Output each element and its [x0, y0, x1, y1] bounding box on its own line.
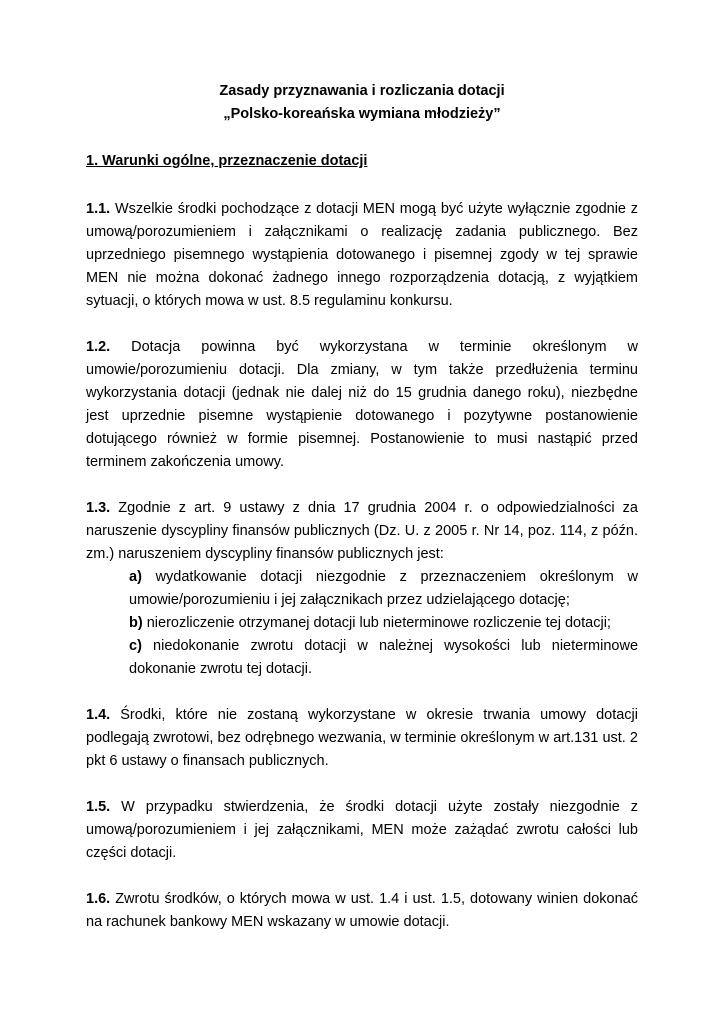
- list-item: [129, 635, 638, 681]
- paragraph-number: 1.1.: [86, 201, 111, 217]
- section-heading: 1. Warunki ogólne, przeznaczenie dotacji: [86, 153, 368, 169]
- list-text: niedokonanie zwrotu dotacji w należnej wysokości lub nieterminowe dokonanie zwrotu tej dotacji.: [129, 638, 639, 677]
- list-text: wydatkowanie dotacji niezgodnie z przeznaczeniem określonym w umowie/porozumieniu i jej załącznikach przez udzielającego dotację;: [129, 569, 638, 608]
- paragraph-text: Zgodnie z art. 9 ustawy z dnia 17 grudnia 2004 r. o odpowiedzialności za naruszenie dyscypliny finansów publicznych (Dz. U. z 2005 r. Nr 14, poz. 114, z późn. zm.) naruszeniem dyscypliny finansów publicznych jest:: [86, 500, 638, 562]
- list-letter: c): [129, 638, 142, 654]
- list-item: [129, 566, 638, 612]
- paragraph-1-5: [86, 796, 638, 865]
- paragraph-text: Wszelkie środki pochodzące z dotacji MEN mogą być użyte wyłącznie zgodnie z umową/porozumieniem i załącznikami o realizację zadania publicznego. Bez uprzedniego pisemnego wystąpienia dotowanego i pisemnej zgody w tej sprawie MEN nie można dokonać żadnego innego rozporządzenia dotacją, z wyjątkiem sytuacji, o których mowa w ust. 8.5 regulaminu konkursu.: [86, 201, 638, 309]
- paragraph-1-2: [86, 336, 638, 474]
- paragraph-1-3: [86, 497, 638, 566]
- paragraph-1-1: [86, 198, 638, 313]
- document-title: Zasady przyznawania i rozliczania dotacji: [219, 83, 505, 99]
- paragraph-1-4: [86, 704, 638, 773]
- list-text: nierozliczenie otrzymanej dotacji lub nieterminowe rozliczenie tej dotacji;: [146, 615, 611, 631]
- list-item: [129, 612, 638, 635]
- paragraph-text: W przypadku stwierdzenia, że środki dotacji użyte zostały niezgodnie z umową/porozumieniem i jej załącznikami, MEN może zażądać zwrotu całości lub części dotacji.: [86, 799, 638, 861]
- paragraph-1-6: [86, 888, 638, 934]
- paragraph-number: 1.3.: [86, 500, 111, 516]
- list-letter: b): [129, 615, 143, 631]
- paragraph-number: 1.5.: [86, 799, 111, 815]
- paragraph-text: Środki, które nie zostaną wykorzystane w okresie trwania umowy dotacji podlegają zwrotowi, bez odrębnego wezwania, w terminie określonym w art.131 ust. 2 pkt 6 ustawy o finansach publicznych.: [86, 707, 638, 769]
- document-page: [86, 80, 638, 934]
- violations-list: [129, 566, 638, 681]
- paragraph-number: 1.2.: [86, 339, 111, 355]
- paragraph-number: 1.4.: [86, 707, 111, 723]
- paragraph-text: Zwrotu środków, o których mowa w ust. 1.4 i ust. 1.5, dotowany winien dokonać na rachunek bankowy MEN wskazany w umowie dotacji.: [86, 891, 639, 930]
- document-subtitle: „Polsko-koreańska wymiana młodzieży”: [223, 106, 501, 122]
- paragraph-number: 1.6.: [86, 891, 111, 907]
- paragraph-text: Dotacja powinna być wykorzystana w terminie określonym w umowie/porozumieniu dotacji. Dla zmiany, w tym także przedłużenia terminu wykorzystania dotacji (jednak nie dalej niż do 15 grudnia danego roku), niezbędne jest uprzednie pisemne wystąpienie dotowanego i pozytywne postanowienie dotującego również w formie pisemnej. Postanowienie to musi nastąpić przed terminem zakończenia umowy.: [86, 339, 638, 470]
- list-letter: a): [129, 569, 142, 585]
